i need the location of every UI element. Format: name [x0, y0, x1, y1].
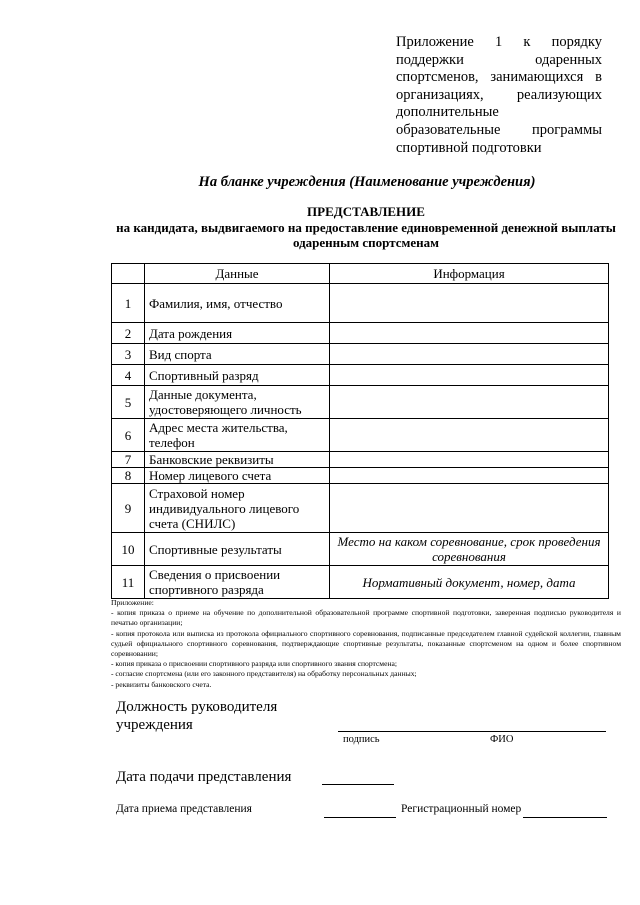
appendix-line: спортсменов, занимающихся в — [396, 69, 602, 86]
position-line: учреждения — [116, 717, 193, 733]
row-label: Сведения о присвоении спортивного разряда — [145, 566, 330, 599]
row-label: Банковские реквизиты — [145, 452, 330, 468]
table-row — [112, 468, 609, 484]
acceptance-date-line[interactable] — [324, 817, 396, 818]
title-main: ПРЕДСТАВЛЕНИЕ — [307, 204, 425, 219]
info-cell[interactable] — [330, 323, 609, 344]
appendix-line: Приложение 1 к порядку — [396, 34, 602, 50]
row-number: 7 — [112, 452, 145, 468]
table-row — [112, 533, 609, 566]
table-row — [112, 419, 609, 452]
table-row — [112, 452, 609, 468]
submission-date-label: Дата подачи представления — [116, 769, 292, 785]
title-line: на кандидата, выдвигаемого на предоставление единовременной денежной выплаты — [116, 219, 616, 235]
appendix-line: дополнительные — [396, 104, 499, 121]
notes-item: - реквизиты банковского счета. — [111, 679, 212, 689]
row-label: Фамилия, имя, отчество — [145, 284, 330, 323]
row-number: 5 — [112, 386, 145, 419]
notes-item: - копия приказа о присвоении спортивного разряда или спортивного звания спортсмена; — [111, 659, 398, 669]
info-cell[interactable]: Нормативный документ, номер, дата — [330, 566, 609, 599]
row-number: 10 — [112, 533, 145, 566]
table-row — [112, 365, 609, 386]
row-number: 3 — [112, 344, 145, 365]
attachments-notes — [111, 598, 621, 690]
position-label — [116, 698, 277, 734]
table-row — [112, 566, 609, 599]
submission-date-line[interactable] — [322, 784, 394, 785]
info-cell[interactable] — [330, 468, 609, 484]
row-number: 9 — [112, 484, 145, 533]
row-label: Спортивные результаты — [145, 533, 330, 566]
name-label: ФИО — [490, 734, 514, 745]
signature-label: подпись — [343, 734, 380, 745]
row-label: Дата рождения — [145, 323, 330, 344]
info-cell[interactable] — [330, 284, 609, 323]
appendix-line: спортивной подготовки — [396, 139, 542, 156]
notes-item: - копия протокола или выписка из протокола официального спортивного соревнования, подписанные председателем главной судейской коллегии, главным судьей официального спортивного соревнования, подтверждающие спортивные результаты, показанные спортсменом на одном и более спортивном соревновании; — [111, 628, 621, 659]
appendix-line: организациях, реализующих — [396, 86, 602, 103]
signature-line[interactable] — [338, 731, 606, 732]
row-label: Спортивный разряд — [145, 365, 330, 386]
row-number: 2 — [112, 323, 145, 344]
row-number: 4 — [112, 365, 145, 386]
acceptance-date-label: Дата приема представления — [116, 803, 252, 815]
blank-heading: На бланке учреждения (Наименование учреждения) — [198, 174, 536, 190]
registration-number-line[interactable] — [523, 817, 607, 818]
appendix-line: поддержки одаренных — [396, 51, 602, 68]
table-row — [112, 284, 609, 323]
title-line: одаренным спортсменам — [292, 235, 440, 250]
row-number: 1 — [112, 284, 145, 323]
row-label: Данные документа, удостоверяющего личность — [145, 386, 330, 419]
header-data: Данные — [145, 264, 330, 284]
data-table — [111, 263, 609, 599]
position-line: Должность руководителя — [116, 699, 278, 715]
header-info: Информация — [330, 264, 609, 284]
info-cell[interactable] — [330, 386, 609, 419]
row-number: 11 — [112, 566, 145, 599]
row-label: Страховой номер индивидуального лицевого счета (СНИЛС) — [145, 484, 330, 533]
info-cell[interactable] — [330, 419, 609, 452]
header-num — [112, 264, 145, 284]
notes-item: - копия приказа о приеме на обучение по дополнительной образовательной программе спортивной подготовки, заверенная подписью руководителя и печатью организации; — [111, 608, 621, 628]
row-label: Адрес места жительства, телефон — [145, 419, 330, 452]
table-row — [112, 386, 609, 419]
table-row — [112, 484, 609, 533]
appendix-block — [396, 34, 602, 157]
table-row — [112, 344, 609, 365]
notes-heading: Приложение: — [111, 598, 154, 607]
document-title — [110, 204, 622, 251]
info-cell[interactable]: Место на каком соревнование, срок проведения соревнования — [330, 533, 609, 566]
row-label: Вид спорта — [145, 344, 330, 365]
info-cell[interactable] — [330, 365, 609, 386]
row-number: 8 — [112, 468, 145, 484]
info-cell[interactable] — [330, 484, 609, 533]
registration-label: Регистрационный номер — [401, 803, 522, 815]
table-row — [112, 323, 609, 344]
info-cell[interactable] — [330, 344, 609, 365]
notes-item: - согласие спортсмена (или его законного представителя) на обработку персональных данных; — [111, 669, 417, 679]
row-label: Номер лицевого счета — [145, 468, 330, 484]
row-number: 6 — [112, 419, 145, 452]
info-cell[interactable] — [330, 452, 609, 468]
appendix-line: образовательные программы — [396, 121, 602, 138]
